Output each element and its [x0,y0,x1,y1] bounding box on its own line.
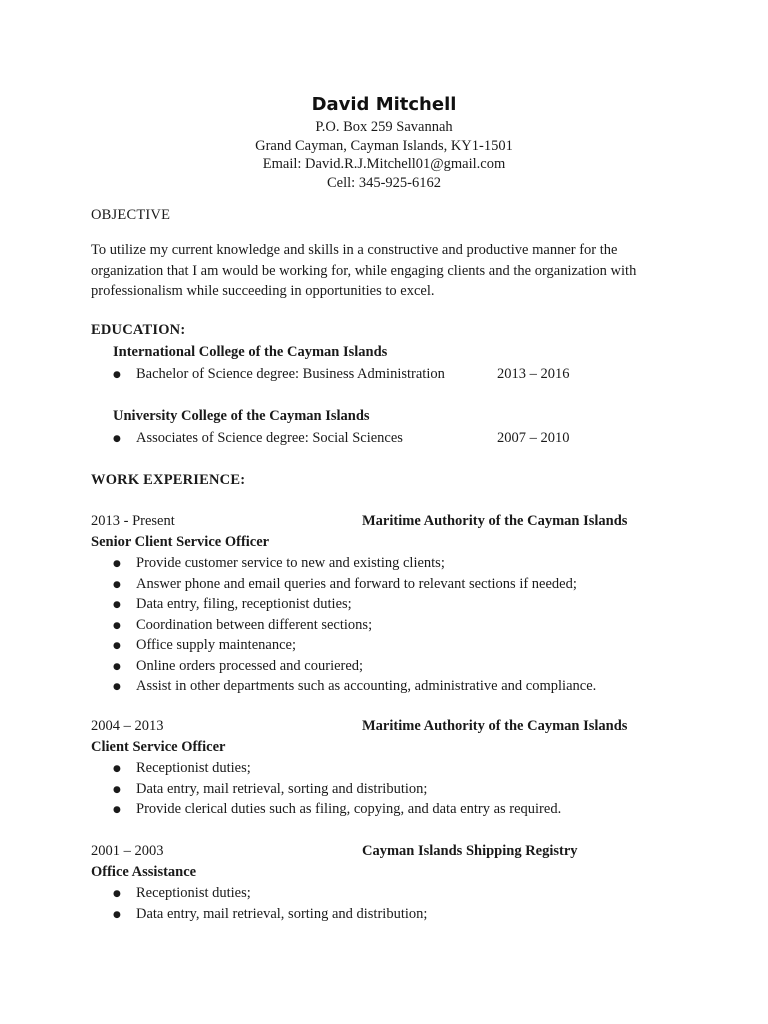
duty-text: Coordination between different sections; [136,617,373,633]
school-name: University College of the Cayman Islands [113,408,370,424]
bullet-icon: ● [113,889,121,899]
job-employer: Cayman Islands Shipping Registry [362,843,578,859]
bullet-icon: ● [113,641,121,651]
job-dates: 2013 - Present [91,513,175,529]
objective-text: To utilize my current knowledge and skills in a constructive and productive manner for the organization that I am would be working for, while engaging clients and the organization with professionalism while succeeding in opportunities to excel. [91,242,637,299]
duty-text: Office supply maintenance; [136,637,296,653]
address-line-2: Grand Cayman, Cayman Islands, KY1-1501 [255,137,513,154]
duty-item [113,553,445,575]
degree-item [113,429,403,448]
bullet-icon: ● [113,600,121,610]
duty-text: Receptionist duties; [136,885,251,901]
bullet-icon: ● [113,805,121,815]
degree-years: 2007 – 2010 [497,430,570,446]
duty-item [113,779,427,801]
duty-item [113,799,561,821]
duty-text: Data entry, mail retrieval, sorting and distribution; [136,781,428,797]
job-dates: 2004 – 2013 [91,718,164,734]
duty-item [113,615,372,637]
objective-heading: OBJECTIVE [91,207,171,223]
duty-text: Provide clerical duties such as filing, copying, and data entry as required. [136,801,562,817]
duty-item [113,574,577,596]
duty-item [113,635,296,657]
applicant-name: David Mitchell [311,94,457,115]
job-employer: Maritime Authority of the Cayman Islands [362,513,628,529]
bullet-icon: ● [113,662,121,672]
duty-item [113,904,427,926]
duty-item [113,883,251,905]
bullet-icon: ● [113,434,121,444]
school-name: International College of the Cayman Islands [113,344,388,360]
email-line: Email: David.R.J.Mitchell01@gmail.com [262,156,506,172]
duty-text: Provide customer service to new and existing clients; [136,555,445,571]
duty-item [113,758,251,780]
degree-years: 2013 – 2016 [497,366,570,382]
duty-text: Answer phone and email queries and forward to relevant sections if needed; [136,576,577,592]
duty-item [113,656,363,678]
duty-text: Receptionist duties; [136,760,251,776]
bullet-icon: ● [113,621,121,631]
job-employer: Maritime Authority of the Cayman Islands [362,718,628,734]
duty-text: Data entry, mail retrieval, sorting and distribution; [136,906,428,922]
resume-header [0,92,768,192]
bullet-icon: ● [113,910,121,920]
bullet-icon: ● [113,785,121,795]
job-title: Office Assistance [91,864,197,880]
education-heading: EDUCATION: [91,322,186,338]
duty-item [113,676,596,698]
bullet-icon: ● [113,764,121,774]
bullet-icon: ● [113,370,121,380]
cell-line: Cell: 345-925-6162 [327,174,441,191]
work-experience-heading: WORK EXPERIENCE: [91,472,246,488]
job-title: Client Service Officer [91,739,226,755]
job-dates: 2001 – 2003 [91,843,164,859]
duty-text: Data entry, filing, receptionist duties; [136,596,352,612]
duty-item [113,594,352,616]
job-title: Senior Client Service Officer [91,534,270,550]
bullet-icon: ● [113,580,121,590]
bullet-icon: ● [113,559,121,569]
duty-text: Online orders processed and couriered; [136,658,364,674]
bullet-icon: ● [113,682,121,692]
duty-text: Assist in other departments such as accounting, administrative and compliance. [136,678,597,694]
degree-item [113,365,445,384]
address-line-1: P.O. Box 259 Savannah [315,119,453,135]
degree-text: Bachelor of Science degree: Business Administration [136,366,445,382]
degree-text: Associates of Science degree: Social Sciences [136,430,403,446]
